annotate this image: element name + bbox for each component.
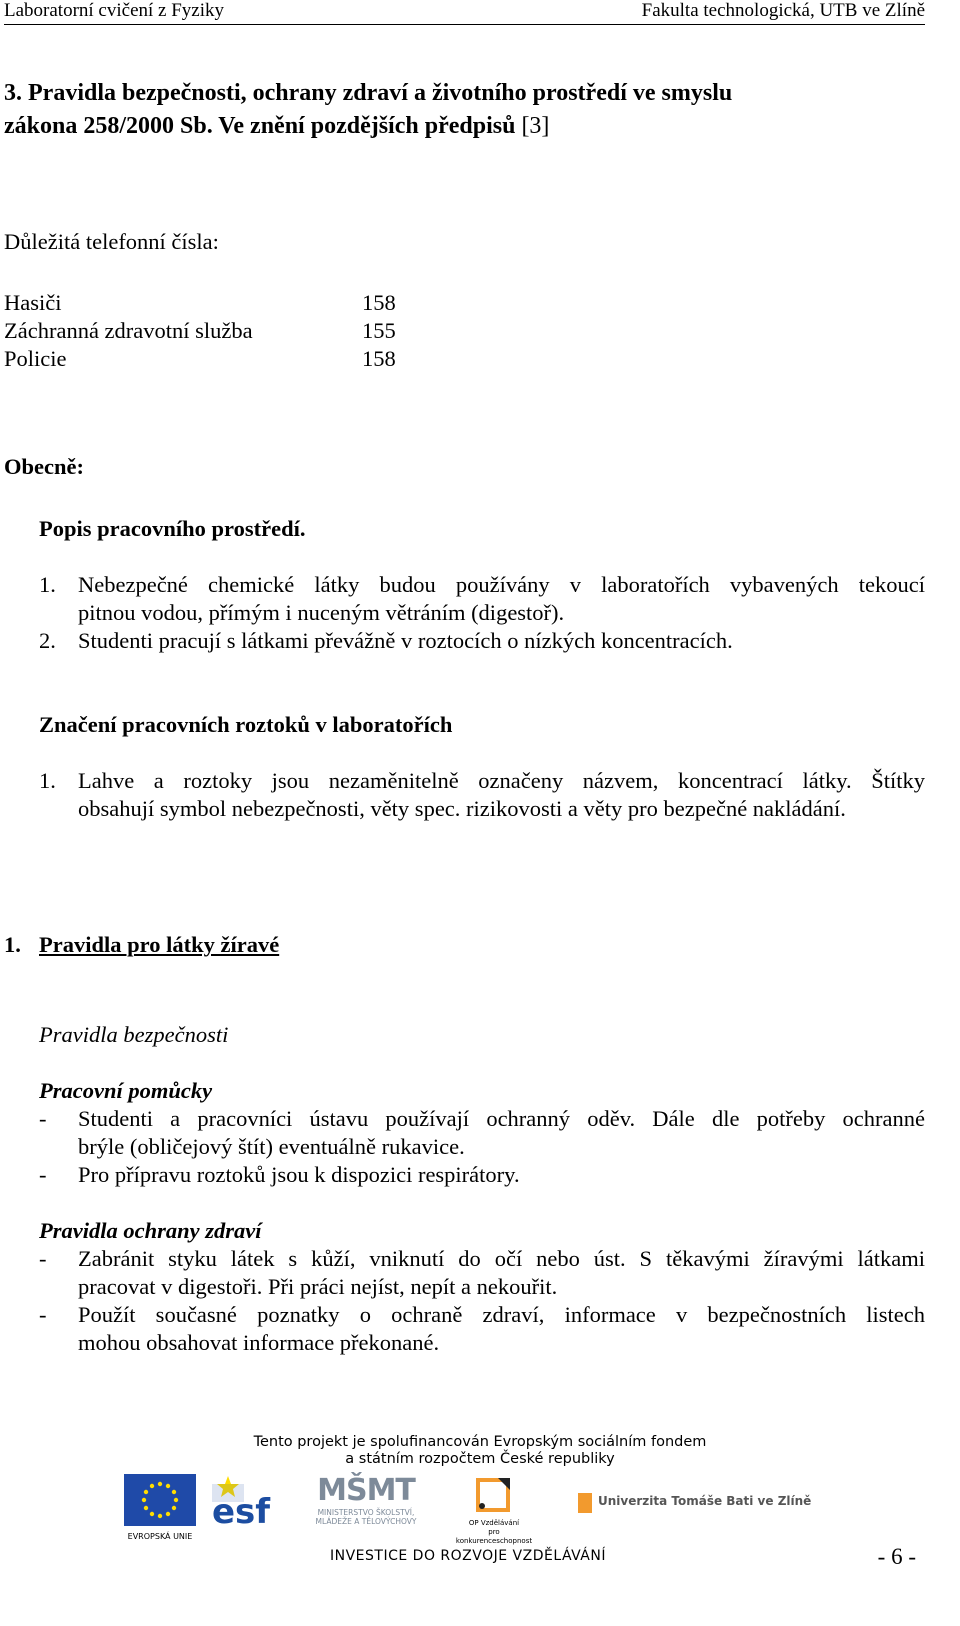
- phone-row-number: 158: [362, 346, 396, 371]
- phone-row-name: Záchranná zdravotní služba: [4, 318, 253, 343]
- eu-flag-icon: [124, 1474, 196, 1526]
- bullet-dash: -: [39, 1302, 47, 1327]
- section-title-reference: [3]: [515, 113, 550, 139]
- eu-flag-logo: [124, 1474, 196, 1541]
- corrosive-heading: Pravidla pro látky žíravé: [39, 932, 280, 957]
- list-item-line: Pro přípravu roztoků jsou k dispozici respirátory.: [78, 1162, 520, 1187]
- general-subheading: Popis pracovního prostředí.: [39, 516, 306, 541]
- msmt-caption2: MLÁDEŽE A TĚLOVÝCHOVY: [315, 1517, 417, 1526]
- op-caption1: OP Vzdělávání: [468, 1519, 520, 1527]
- list-item-line: brýle (obličejový štít) eventuálně rukavice.: [78, 1134, 465, 1159]
- list-item-line: pitnou vodou, přímým i nuceným větráním (digestoř).: [78, 600, 565, 625]
- list-item-line: Použít současné poznatky o ochraně zdraví, informace v bezpečnostních listech: [78, 1302, 925, 1327]
- marking-heading: Značení pracovních roztoků v laboratořích: [39, 712, 453, 737]
- list-item-line: Nebezpečné chemické látky budou používány v laboratořích vybavených tekoucí: [78, 572, 925, 597]
- op-logo: [452, 1476, 536, 1545]
- phone-row-name: Policie: [4, 346, 67, 371]
- phones-heading: Důležitá telefonní čísla:: [4, 229, 219, 254]
- utb-label: Univerzita Tomáše Bati ve Zlíně: [598, 1494, 812, 1508]
- section-title-line2-bold: zákona 258/2000 Sb. Ve znění pozdějších předpisů: [4, 113, 516, 139]
- op-caption2: pro konkurenceschopnost: [455, 1528, 533, 1545]
- list-number: 1.: [39, 768, 56, 793]
- list-item-line: mohou obsahovat informace překonané.: [78, 1330, 440, 1355]
- phone-row-name: Hasiči: [4, 290, 62, 315]
- list-number: 2.: [39, 628, 56, 653]
- page-header: [4, 0, 925, 25]
- list-item-line: Studenti a pracovníci ústavu používají ochranný oděv. Dále dle potřeby ochranné: [78, 1106, 925, 1131]
- msmt-logo: [304, 1474, 428, 1536]
- esf-label: esf: [212, 1492, 271, 1532]
- section-title-line2: [4, 113, 549, 140]
- list-item-line: Lahve a roztoky jsou nezaměnitelně označeny názvem, koncentrací látky. Štítky: [78, 768, 925, 793]
- header-right: Fakulta technologická, UTB ve Zlíně: [641, 0, 925, 21]
- health-heading: Pravidla ochrany zdraví: [39, 1218, 262, 1243]
- general-heading: Obecně:: [4, 454, 84, 479]
- esf-logo: [210, 1474, 280, 1534]
- page-number: - 6 -: [877, 1544, 916, 1569]
- header-left: Laboratorní cvičení z Fyziky: [4, 0, 225, 21]
- utb-logo: [578, 1492, 812, 1514]
- footer-bottom-text: INVESTICE DO ROZVOJE VZDĚLÁVÁNÍ: [330, 1548, 606, 1564]
- tools-heading: Pracovní pomůcky: [39, 1078, 213, 1103]
- list-item-line: obsahují symbol nebezpečnosti, věty spec. rizikovosti a věty pro bezpečné nakládání.: [78, 796, 846, 821]
- utb-mark-icon: [578, 1493, 592, 1513]
- list-item-line: pracovat v digestoři. Při práci nejíst, nepít a nekouřit.: [78, 1274, 558, 1299]
- footer-line1: Tento projekt je spolufinancován Evropským sociálním fondem: [253, 1434, 707, 1450]
- eu-label: EVROPSKÁ UNIE: [127, 1532, 193, 1541]
- bullet-dash: -: [39, 1162, 47, 1187]
- msmt-caption1: MINISTERSTVO ŠKOLSTVÍ,: [317, 1508, 415, 1517]
- bullet-dash: -: [39, 1246, 47, 1271]
- msmt-label: MŠMT: [317, 1473, 415, 1508]
- safety-heading: Pravidla bezpečnosti: [39, 1022, 229, 1047]
- corrosive-number: 1.: [4, 932, 21, 957]
- list-item-line: Studenti pracují s látkami převážně v roztocích o nízkých koncentracích.: [78, 628, 733, 653]
- list-number: 1.: [39, 572, 56, 597]
- footer-line2: a státním rozpočtem České republiky: [345, 1451, 615, 1467]
- phone-row-number: 155: [362, 318, 396, 343]
- phone-row-number: 158: [362, 290, 396, 315]
- bullet-dash: -: [39, 1106, 47, 1131]
- op-arrow-icon: [452, 1476, 536, 1514]
- list-item-line: Zabránit styku látek s kůží, vniknutí do očí nebo úst. S těkavými žíravými látkami: [78, 1246, 925, 1271]
- section-title-line1: 3. Pravidla bezpečnosti, ochrany zdraví a životního prostředí ve smyslu: [4, 80, 733, 106]
